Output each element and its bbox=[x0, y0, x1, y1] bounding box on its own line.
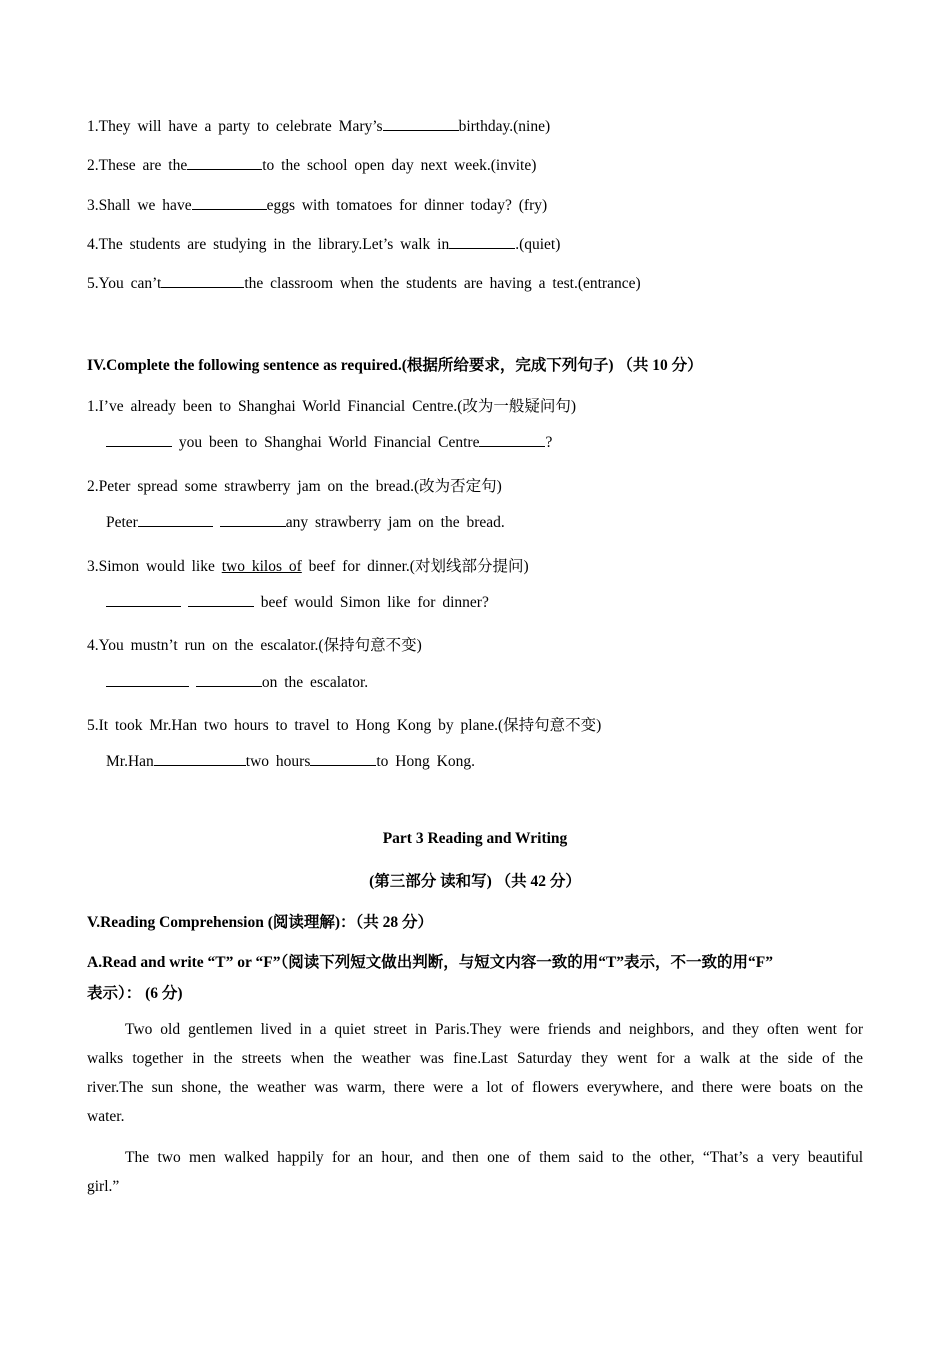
answer-blank[interactable] bbox=[479, 433, 545, 447]
answer-blank[interactable] bbox=[106, 593, 181, 607]
rewrite-answer-4 bbox=[106, 673, 368, 692]
answer-blank[interactable] bbox=[154, 752, 246, 766]
reading-paragraph-2: The two men walked happily for an hour, and then one of them said to the other, “That’s a very beautiful girl.” bbox=[87, 1149, 863, 1195]
rewrite-answer-3 bbox=[106, 593, 489, 612]
item-hint: to the school open day next week.(invite) bbox=[262, 157, 537, 174]
answer-blank[interactable] bbox=[161, 274, 244, 288]
answer-blank[interactable] bbox=[192, 196, 267, 210]
part-subtitle: (第三部分 读和写) （共 42 分） bbox=[369, 873, 581, 890]
answer-blank[interactable] bbox=[310, 752, 376, 766]
answer-blank[interactable] bbox=[196, 673, 262, 687]
section-a-heading-line2: 表示）： (6 分) bbox=[87, 985, 183, 1002]
answer-blank[interactable] bbox=[187, 156, 262, 170]
fill-in-item-2 bbox=[87, 156, 536, 175]
rewrite-answer-2 bbox=[106, 513, 505, 532]
section-iv-heading: IV.Complete the following sentence as required.(根据所给要求，完成下列句子) （共 10 分） bbox=[87, 357, 703, 374]
answer-blank[interactable] bbox=[106, 673, 189, 687]
item-hint: eggs with tomatoes for dinner today? (fry) bbox=[266, 197, 548, 214]
answer-text: on the escalator. bbox=[261, 674, 369, 691]
reading-paragraph-1: Two old gentlemen lived in a quiet street in Paris.They were friends and neighbors, and they often went for walks together in the streets when the weather was fine.Last Saturday they went for a walk at the side of the river.The sun shone, the weather was warm, there were a lot of flowers everywhere, and there were boats on the water. bbox=[87, 1021, 863, 1125]
fill-in-item-1 bbox=[87, 117, 550, 136]
answer-blank[interactable] bbox=[188, 593, 254, 607]
answer-blank[interactable] bbox=[106, 433, 172, 447]
answer-blank[interactable] bbox=[449, 235, 515, 249]
underlined-phrase: two kilos of bbox=[221, 558, 302, 575]
fill-in-item-4 bbox=[87, 235, 560, 254]
answer-text: beef would Simon like for dinner? bbox=[260, 594, 489, 611]
item-text: 1.They will have a party to celebrate Mary’s bbox=[87, 118, 383, 135]
question-text: beef for dinner.(对划线部分提问) bbox=[308, 558, 529, 575]
item-text: 2.These are the bbox=[87, 157, 188, 174]
rewrite-question-5: 5.It took Mr.Han two hours to travel to Hong Kong by plane.(保持句意不变) bbox=[87, 717, 602, 734]
rewrite-question-4: 4.You mustn’t run on the escalator.(保持句意不变) bbox=[87, 637, 422, 654]
answer-text: any strawberry jam on the bread. bbox=[285, 514, 505, 531]
fill-in-item-5 bbox=[87, 274, 641, 293]
rewrite-answer-5 bbox=[106, 752, 475, 771]
answer-text: two hours bbox=[245, 753, 311, 770]
answer-text: Peter bbox=[106, 514, 138, 531]
question-text: 3.Simon would like bbox=[87, 558, 215, 575]
answer-blank[interactable] bbox=[383, 117, 459, 131]
section-v-heading: V.Reading Comprehension (阅读理解)：（共 28 分） bbox=[87, 914, 434, 931]
rewrite-question-2: 2.Peter spread some strawberry jam on the bread.(改为否定句) bbox=[87, 478, 502, 495]
rewrite-question-3 bbox=[87, 554, 529, 576]
rewrite-answer-1 bbox=[106, 433, 552, 452]
item-text: 5.You can’t bbox=[87, 275, 162, 292]
answer-blank[interactable] bbox=[220, 513, 286, 527]
answer-text: Mr.Han bbox=[106, 753, 154, 770]
item-hint: .(quiet) bbox=[515, 236, 561, 253]
part-title: Part 3 Reading and Writing bbox=[382, 830, 568, 847]
section-a-heading-line1: A.Read and write “T” or “F”（阅读下列短文做出判断，与短文内容一致的用“T”表示，不一致的用“F” bbox=[87, 954, 774, 971]
item-text: 4.The students are studying in the library.Let’s walk in bbox=[87, 236, 450, 253]
rewrite-question-1: 1.I’ve already been to Shanghai World Financial Centre.(改为一般疑问句) bbox=[87, 398, 577, 415]
answer-text: ? bbox=[545, 434, 553, 451]
answer-blank[interactable] bbox=[138, 513, 213, 527]
item-text: 3.Shall we have bbox=[87, 197, 192, 214]
answer-text: to Hong Kong. bbox=[376, 753, 475, 770]
item-hint: birthday.(nine) bbox=[458, 118, 551, 135]
answer-text: you been to Shanghai World Financial Centre bbox=[178, 434, 480, 451]
fill-in-item-3 bbox=[87, 196, 547, 215]
item-hint: the classroom when the students are having a test.(entrance) bbox=[244, 275, 641, 292]
